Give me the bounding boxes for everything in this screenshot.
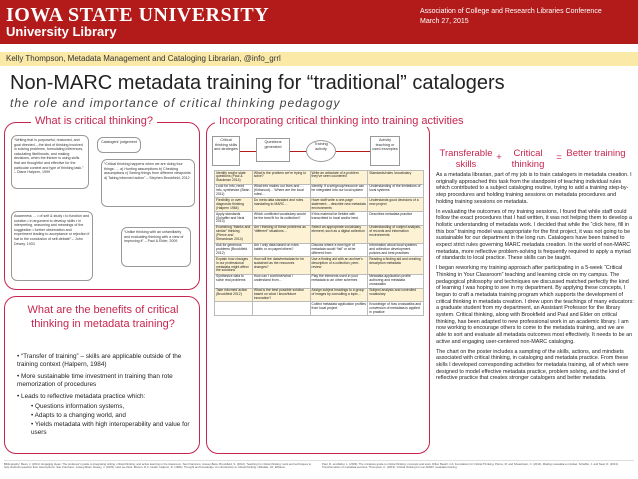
table-cell: Collect metadata application profiles from local project <box>310 302 368 316</box>
table-row <box>215 302 424 316</box>
table-cell: Synthesize data to solve real problems <box>215 274 253 288</box>
quote-bubble-brookfield: “Critical thinking happens when we are doing four things: … a) Hunting assumptions b) Checking assumptions c) Seeing things from different viewpoints d) Taking informed action” – Stephen Brookfield, 2012 <box>101 159 195 207</box>
table-cell: What is the best possible solution based on what I know/future innovation? <box>252 288 310 302</box>
author-bar <box>0 52 638 66</box>
table-cell: How will the data/metadata for be sustained as the resources changes? <box>252 257 310 275</box>
panel-benefits-title: What are the benefits of critical thinking in metadata training? <box>27 304 179 330</box>
quote-bubble-dewey: Awareness … • of self & study • to function and solution • in argument to develop skills • in interpreting, reasoning and meanings of the suggestion • further observation and experiment leading to acceptance or rejection if hat to the conclusion of self-debate” – John Dewey, 1933 <box>11 211 93 281</box>
table-cell: Use a finding aid with an archive’s description of a collection; peer-review <box>310 257 368 275</box>
logo-main-text: IOWA STATE UNIVERSITY <box>6 4 270 26</box>
table-row <box>215 274 424 288</box>
benefit-sub-adapts: • Adapts to a changing world, and <box>31 412 126 419</box>
bibliography-col-1: Bibliography: Bean, J. (2011). Engaging ideas: The professor’s guide to integrating writing, critical thinking, and active learning in the classroom. San Francisco: Jossey-Bass. Brookfield, S. (2012). Teaching for critical thinking: tools and techniques to help students question their assumptions. San Francisco: Jossey-Bass. Dewey, J. (1933). How we think. Boston: D.C. Heath. Halpern, D. (1984). Thought and knowledge: An introduction to critical thinking. Hillsdale, NJ: Erlbaum. <box>4 463 312 470</box>
table-cell: What info makes our lives and … (Kirkwood)… Where are the local rules/… <box>252 184 310 198</box>
equation-plus: + <box>496 152 502 163</box>
table-cell: Standards/rules /vocabulary <box>368 171 424 185</box>
table-cell: Have staff write a one-page statement… describe new metadata environments <box>311 197 366 210</box>
table-cell: If this material be fielded with transcribed to local and/or best <box>310 212 368 226</box>
narrative-text <box>436 172 634 385</box>
table-cell: Apply standards (Schaffer and Neal 2013) <box>215 212 253 226</box>
table-cell: Take informed action (Brookfield 2012) <box>215 288 253 302</box>
quote-bubble-judgement: Catalogers’ judgement <box>97 137 141 153</box>
table-row <box>215 257 424 275</box>
table-cell: Reading a finding aid and creating description metadata <box>368 257 424 275</box>
table-cell: Ask for generous problems (Brookfield 2012) <box>215 243 253 257</box>
table-row <box>215 184 424 198</box>
equation-transferable-skills: Transferable skills <box>439 148 493 170</box>
table-cell: Flexibility or over diagnostic thinking (Halpern 1984) <box>215 198 253 212</box>
conference-info <box>420 7 630 27</box>
table-row <box>215 225 424 243</box>
narrative-paragraph-1: As a metadata librarian, part of my job is to train catalogers in metadata creation. I originally approached this task from the standpoint of teaching individual rules which contributed to a subject cataloging routine, trying to add a training step-by-step procedures and holding training sessions on metadata procedures and holding training sessions on metadata. <box>436 172 632 205</box>
table-cell: Discuss where a new type of metadata would “fail” or at be different from <box>310 243 368 257</box>
diagram-arrow-1 <box>240 151 256 152</box>
table-cell: Select an appropriate vocabulary element; such as a digital collection <box>310 225 368 243</box>
equation-better-training: Better training <box>566 148 626 159</box>
table-cell: Subject analysis and controlled vocabulary <box>368 288 424 302</box>
table-cell: Am I thinking of these problems as “different” situations… <box>252 225 310 243</box>
benefit-bullet-reflective: • Leads to reflective metadata practice which: <box>17 393 146 400</box>
narrative-paragraph-3: I began reworking my training approach after participating in a 5-week “Critical Thinking in Your Classroom” teaching and learning circle on my campus. The pedagogical philosophy and techniques we discussed matched perfectly the kind of learning I was hoping to see in my department. By applying these concepts, I began to craft a metadata training program which supports the development of critical thinking in metadata creation. I drew upon the teachings of many educators: a graduate student from my department, an Assistant Professor for the library system. Critical thinking, along with Brookfield and Paul and Elder on critical thinking, has been adapted to new professional work in an academic library. I am now working to encourage others to come to the metadata training, and we are able to sort and evaluate all metadata outcomes most effectively. It needs to be an active and engaging user-centered non-MARC cataloging. <box>436 265 634 345</box>
panel-what-is-critical-thinking <box>4 115 200 290</box>
table-cell: Understands good decisions of a new project <box>368 198 424 212</box>
table-row <box>215 171 424 185</box>
bibliography-col-2: Paul, R. and Elder, L. (2009). The miniature guide to critical thinking: concepts and tools. Dillon Beach, CA: Foundation for Critical Thinking. Pierce, M. and Sheardown, C. (2014). Making metadata a mindset. Schaffer, J. and Neal, D. (2013). Transformation of metadata services. Thompson, K. (2015). Critical thinking for non-MARC metadata training. <box>322 463 619 470</box>
poster-subtitle: the role and importance of critical thinking pedagogy <box>10 96 341 110</box>
diagram-box-examples: Activity teaching or used examples <box>370 136 400 166</box>
quote-bubble-paul-elder: “Unlike thinking with an unfamiliarity and evaluating thinking with a view of improving it” – Paul & Elder, 2009 <box>121 227 191 267</box>
panel-benefits <box>4 296 200 454</box>
table-cell: Play the elements used in your metadata to an other schemes <box>310 274 368 288</box>
author-name: Kelly Thompson, Metadata Management and Cataloging Librarian, @info_grrl <box>6 54 281 63</box>
conference-date: March 27, 2015 <box>420 18 469 25</box>
diagram-arrow-2 <box>290 151 306 152</box>
table-cell: Do meta data standard and rules mandating to MARC… <box>252 198 310 212</box>
equation-critical-thinking: Critical thinking <box>511 148 545 170</box>
diagram-box-questions: Questions generated <box>256 138 290 162</box>
table-cell: Information about local systems and collection development policies and best practices <box>368 243 424 257</box>
table-cell: Understanding of subject analysis, of records and information environments <box>368 225 424 243</box>
table-cell: Identify, if a set/group/resource can be integrated into our local system <box>310 184 368 198</box>
diagram-arrow-3 <box>336 151 370 152</box>
table-cell: Write an articulate of a problem they’ve seen countered <box>310 171 368 185</box>
diagram-box-skills: Critical thinking skills and strategies <box>212 136 240 166</box>
benefit-sub-questions: • Questions information systems, <box>31 403 125 410</box>
equation-equals: = <box>556 152 562 163</box>
conference-name: Association of College and Research Libraries Conference <box>420 8 602 15</box>
table-cell: Explain how changes in our professional metadata might affect the solutions <box>215 257 253 275</box>
table-cell: Identify and/or state questions (Paul & Stackman 2014) <box>215 171 253 185</box>
panel-center-title: Incorporating critical thinking into training activities <box>215 115 468 127</box>
table-cell: Assign subject headings to a group of images by consulting a topic… <box>310 288 368 302</box>
table-cell: Knowledge of how crosswalks and conversion of metadata is applied in practice <box>368 302 424 316</box>
quote-bubble-halpern: “Writing that is purposeful, reasoned, and goal directed – the kind of thinking involved in solving problems, formulating inferences, calculating likelihoods, and making decisions, when the thinker is using skills that are thoughtful and effective for the particular context and type of thinking task.” – Diane Halpern, 1999 <box>11 135 89 189</box>
university-logo <box>6 4 270 40</box>
table-cell: Examining “blanks and similar” thinking (Pierce and Sheardown 2014) <box>215 225 253 243</box>
table-cell: What is the problem we’re trying to solve? <box>252 171 310 185</box>
poster-title: Non-MARC metadata training for “traditional” catalogers <box>10 72 505 94</box>
table-cell: How can I combine/what I understand from… <box>252 274 310 288</box>
table-cell: Understanding of the limitations of local systems <box>368 184 424 198</box>
table-cell: Describes metadata practice <box>368 212 424 226</box>
table-cell <box>215 302 253 316</box>
activities-table <box>214 170 424 316</box>
benefit-sub-yields: • Yields metadata with high interoperability and value for users <box>31 421 190 436</box>
benefit-bullet-sustainable: • More sustainable time investment in training than rote memorization of procedures <box>17 373 173 388</box>
table-cell: Look for info, need info, synthesize (Bean 2011) <box>215 184 253 198</box>
narrative-paragraph-2: In evaluating the outcomes of my training sessions, I found that while staff could follow the exact procedures that I had written, it was not helping them to develop a holistic understanding of metadata work. I decided that while the “click here, fill in this box” training model was appropriate for the first project, it was not going to be sustainable for our department in the long run. Catalogers have been trained to expect strict rules governing MARC metadata creation. In the world of non-MARC metadata, more reflective problem-solving is frequently required to apply a myriad of standards to local practice. These skills can be taught. <box>436 208 632 262</box>
benefit-bullet-transfer: • “Transfer of training” – skills are applicable outside of the training context (Halpern, 1984) <box>17 353 182 368</box>
table-row <box>215 212 424 226</box>
table-row <box>215 243 424 257</box>
panel-what-title: What is critical thinking? <box>31 115 157 127</box>
table-cell: Metadata application profile authoring and metadata crosswalks <box>368 274 424 288</box>
bibliography-footer <box>4 460 634 478</box>
logo-sub-text: University Library <box>6 24 117 39</box>
header-bar <box>0 0 638 44</box>
diagram-box-activity: Training activity <box>306 140 336 162</box>
table-cell: Which conflicted vocabulary would be the best fit for its collection? <box>252 212 310 226</box>
table-cell <box>252 302 310 316</box>
table-row <box>215 198 424 212</box>
table-row <box>215 288 424 302</box>
table-cell: Am I only data based on rules habits or on paper/others? <box>252 243 310 257</box>
narrative-paragraph-4: The chart on the poster includes a sampling of the skills, actions, and mindsets associated with critical thinking, in cataloging and metadata practice. From these skills I developed corresponding activities for metadata training, all of which were designed to model effective metadata practice, problem solving, and the kind of reflective practice that creates stronger catalogers and better metadata. <box>436 348 629 382</box>
